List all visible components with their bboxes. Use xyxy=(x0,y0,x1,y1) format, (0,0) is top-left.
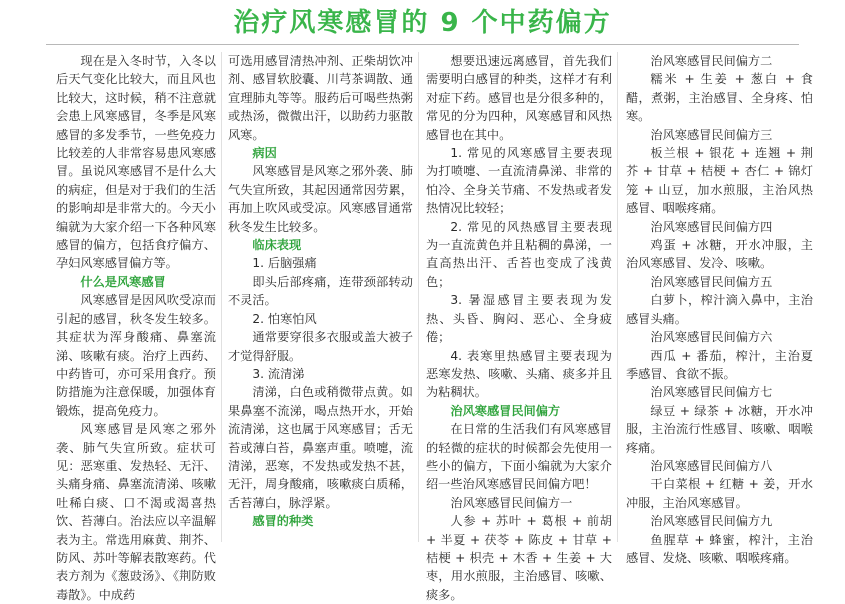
paragraph: 治风寒感冒民间偏方六 xyxy=(650,330,773,345)
paragraph: 鱼腥草 + 蜂蜜，榨汁，主治感冒、发烧、咳嗽、咽喉疼痛。 xyxy=(626,532,813,565)
paragraph: 3. 流清涕 xyxy=(252,366,305,381)
paragraph: 2. 常见的风热感冒主要表现为一直流黄色并且粘稠的鼻涕，一直高热出汗、舌苔也变成了浅黄色； xyxy=(426,219,612,289)
paragraph: 治风寒感冒民间偏方八 xyxy=(650,458,773,473)
paragraph: 1. 后脑强痛 xyxy=(252,256,317,271)
title-rule xyxy=(46,44,799,45)
text-column-2 xyxy=(228,52,413,549)
paragraph: 1. 常见的风寒感冒主要表现为打喷嚏、一直流清鼻涕、非常的怕冷、全身关节痛、不发热或者发热情况比较轻； xyxy=(426,146,612,216)
paragraph: 即头后部疼痛，连带颈部转动不灵活。 xyxy=(228,274,413,308)
paragraph: 4. 表寒里热感冒主要表现为恶寒发热、咳嗽、头痛、痰多并且为粘稠状。 xyxy=(426,348,612,400)
paragraph: 糯米 + 生姜 + 葱白 + 食醋，煮粥，主治感冒、全身疼、怕寒。 xyxy=(626,72,813,124)
text-column-1 xyxy=(56,52,216,602)
paragraph: 通常要穿很多衣服或盖大被子才觉得舒服。 xyxy=(228,330,413,363)
text-column-4 xyxy=(626,52,813,565)
paragraph: 3. 暑湿感冒主要表现为发热、头昏、胸闷、恶心、全身疲倦； xyxy=(426,293,612,345)
paragraph: 现在是入冬时节，入冬以后天气变化比较大，而且风也比较大，这时候，稍不注意就会患上风寒感冒，冬季是风寒感冒的多发季节，一些免疫力比较差的人非常容易患风寒感冒。虽说风寒感冒不是什么大的病症，但是对于我们的生活的影响却是非常大的。今天小编就为大家介绍一下各种风寒感冒的偏方，包括食疗偏方、孕妇风寒感冒偏方等。 xyxy=(56,54,216,271)
paragraph: 可选用感冒清热冲剂、正柴胡饮冲剂、感冒软胶囊、川芎茶调散、通宣理肺丸等等。服药后可喝些热粥或热汤，微微出汗，以助药力驱散风寒。 xyxy=(228,54,413,142)
paragraph: 板兰根 + 银花 + 连翘 + 荆芥 + 甘草 + 桔梗 + 杏仁 + 锦灯笼 + 山豆，加水煎服，主治风热感冒、咽喉疼痛。 xyxy=(626,146,813,216)
paragraph: 治风寒感冒民间偏方五 xyxy=(650,274,773,289)
column-divider xyxy=(418,52,419,542)
section-heading: 临床表现 xyxy=(252,238,302,253)
paragraph: 风寒感冒是风寒之邪外袭、肺气失宣所致，其起因通常因劳累，再加上吹风或受凉。风寒感冒通常秋冬发生比较多。 xyxy=(228,164,413,234)
column-divider xyxy=(221,52,222,542)
section-heading: 感冒的种类 xyxy=(252,514,314,529)
text-column-3 xyxy=(426,52,612,602)
paragraph: 风寒感冒是因风吹受凉而引起的感冒，秋冬发生较多。其症状为浑身酸痛、鼻塞流涕、咳嗽有痰。治疗上西药、中药皆可，亦可采用食疗。预防措施为注意保暖，加强体育锻炼，提高免疫力。 xyxy=(56,293,216,418)
section-heading: 什么是风寒感冒 xyxy=(80,274,166,289)
column-divider xyxy=(617,52,618,542)
paragraph: 白萝卜，榨汁滴入鼻中，主治感冒头痛。 xyxy=(626,293,813,326)
paragraph: 治风寒感冒民间偏方三 xyxy=(650,127,773,142)
paragraph: 干白菜根 + 红糖 + 姜，开水冲服，主治风寒感冒。 xyxy=(626,477,813,510)
paragraph: 在日常的生活我们有风寒感冒的轻微的症状的时候都会先使用一些小的偏方，下面小编就为大家介绍一些治风寒感冒民间偏方吧！ xyxy=(426,422,612,492)
paragraph: 2. 怕寒怕风 xyxy=(252,311,317,326)
paragraph: 人参 + 苏叶 + 葛根 + 前胡 + 半夏 + 茯苓 + 陈皮 + 甘草 + 桔梗 + 枳壳 + 木香 + 生姜 + 大枣，用水煎服，主治感冒、咳嗽、痰多。 xyxy=(426,514,612,602)
paragraph: 想要迅速远离感冒，首先我们需要明白感冒的种类，这样才有利对症下药。感冒也是分很多种的，常见的分为四种，风寒感冒和风热感冒也在其中。 xyxy=(426,54,612,142)
section-heading: 病因 xyxy=(252,146,277,161)
paragraph: 治风寒感冒民间偏方七 xyxy=(650,385,773,400)
paragraph: 绿豆 + 绿茶 + 冰糖，开水冲服，主治流行性感冒、咳嗽、咽喉疼痛。 xyxy=(626,403,813,455)
paragraph: 治风寒感冒民间偏方九 xyxy=(650,514,773,529)
paragraph: 西瓜 + 番茄，榨汁，主治夏季感冒、食欲不振。 xyxy=(626,348,813,381)
paragraph: 治风寒感冒民间偏方四 xyxy=(650,219,773,234)
paragraph: 治风寒感冒民间偏方一 xyxy=(450,495,573,510)
paragraph: 治风寒感冒民间偏方二 xyxy=(650,54,773,68)
paragraph: 清涕，白色或稍微带点黄。如果鼻塞不流涕，喝点热开水，开始流清涕，这也属于风寒感冒；舌无苔或薄白苔，鼻塞声重。喷嚏，流清涕，恶寒，不发热或发热不甚，无汗，周身酸痛，咳嗽痰白质稀，舌苔薄白，脉浮紧。 xyxy=(228,385,413,510)
section-heading: 治风寒感冒民间偏方 xyxy=(450,403,561,418)
paragraph: 风寒感冒是风寒之邪外袭、肺气失宣所致。症状可见：恶寒重、发热轻、无汗、头痛身痛、鼻塞流清涕、咳嗽吐稀白痰、口不渴或渴喜热饮、苔薄白。治法应以辛温解表为主。常选用麻黄、荆芥、防风、苏叶等解表散寒药。代表方剂为《葱豉汤》、《荆防败毒散》。中成药 xyxy=(56,422,216,602)
article-title: 治疗风寒感冒的 9 个中药偏方 xyxy=(233,8,612,38)
paragraph: 鸡蛋 + 冰糖，开水冲服，主治风寒感冒、发冷、咳嗽。 xyxy=(626,238,813,271)
